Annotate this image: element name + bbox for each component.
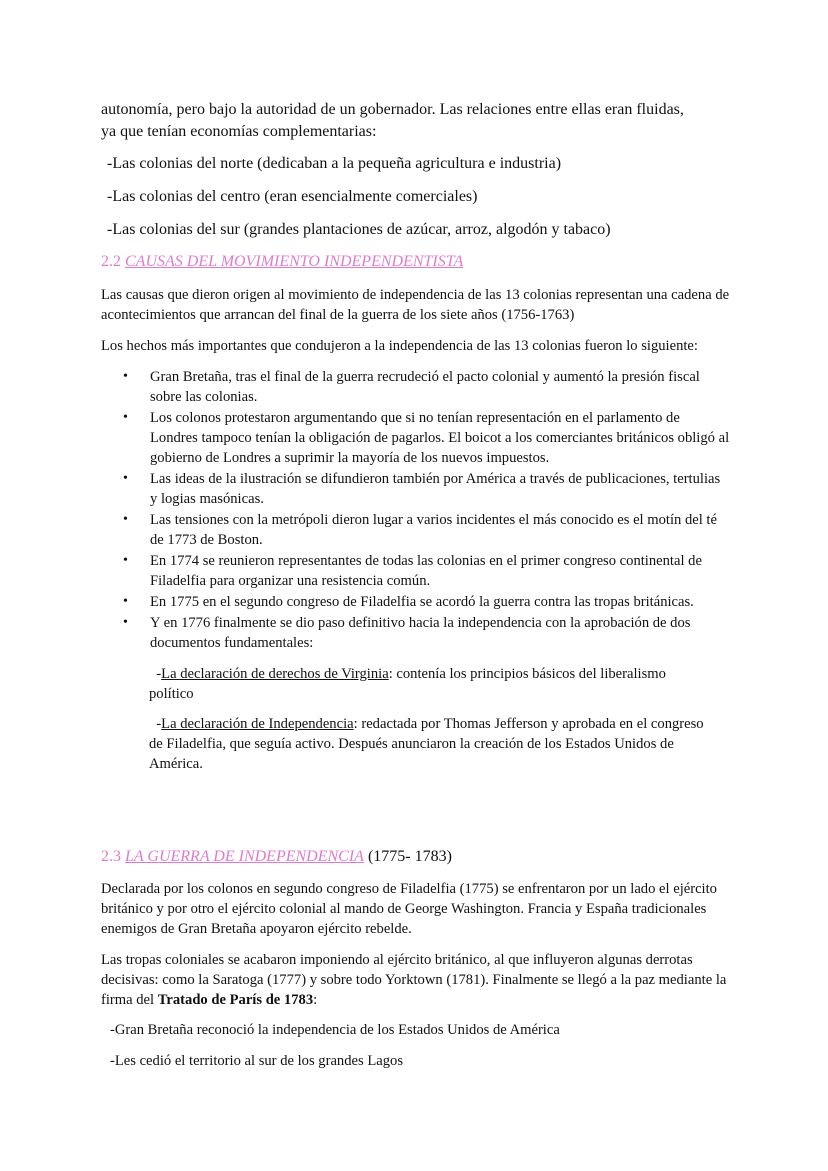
causes-bullet-list — [101, 367, 731, 654]
colony-south: -Las colonias del sur (grandes plantaciones de azúcar, arroz, algodón y tabaco) — [107, 221, 611, 238]
colony-north: -Las colonias del norte (dedicaban a la pequeña agricultura e industria) — [107, 155, 562, 172]
bullet-icon: • — [123, 410, 128, 425]
bullet-icon: • — [123, 553, 128, 568]
war-paragraph: Declarada por los colonos en segundo congreso de Filadelfia (1775) se enfrentaron por un lado el ejército británico y por otro el ejército colonial al mando de George Washington. Francia y España tradicionales enemigos de Gran Bretaña apoyaron ejército rebelde. — [101, 881, 717, 937]
bullet-icon: • — [123, 512, 128, 527]
list-item: • Gran Bretaña, tras el final de la guerra recrudeció el pacto colonial y aumentó la presión fiscal sobre las colonias. — [123, 369, 700, 405]
bullet-icon: • — [123, 369, 128, 384]
list-item: • En 1775 en el segundo congreso de Filadelfia se acordó la guerra contra las tropas británicas. — [123, 594, 694, 610]
virginia-declaration-title: La declaración de derechos de Virginia — [161, 666, 389, 682]
causes-paragraph: Las causas que dieron origen al movimiento de independencia de las 13 colonias representan una cadena de acontecimientos que arrancan del final de la guerra de los siete años (1756-1763) — [101, 287, 730, 323]
section-2-2-heading — [101, 251, 463, 273]
intro-line-2: ya que tenían economías complementarias: — [101, 123, 377, 140]
virginia-declaration: -La declaración de derechos de Virginia: contenía los principios básicos del liberalismo político — [149, 666, 666, 702]
section-number: 2.3 — [101, 848, 121, 865]
intro-line-1: autonomía, pero bajo la autoridad de un gobernador. Las relaciones entre ellas eran fluidas, — [101, 101, 684, 118]
facts-intro-paragraph: Los hechos más importantes que condujeron a la independencia de las 13 colonias fueron lo siguiente: — [101, 338, 698, 354]
independence-declaration: -La declaración de Independencia: redactada por Thomas Jefferson y aprobada en el congreso de Filadelfia, que seguía activo. Después anunciaron la creación de los Estados Unidos de América. — [149, 716, 704, 772]
section-dates: (1775- 1783) — [363, 848, 452, 865]
list-item: • Las ideas de la ilustración se difundieron también por América a través de publicaciones, tertulias y logias masónicas. — [123, 471, 721, 507]
section-title: CAUSAS DEL MOVIMIENTO INDEPENDENTISTA — [125, 253, 464, 270]
section-number: 2.2 — [101, 253, 121, 270]
list-item: • En 1774 se reunieron representantes de todas las colonias en el primer congreso continental de Filadelfia para organizar una resistencia común. — [123, 553, 702, 589]
section-2-3-heading — [101, 846, 452, 868]
bullet-icon: • — [123, 615, 128, 630]
intro-paragraph — [101, 99, 731, 143]
bullet-icon: • — [123, 471, 128, 486]
independence-declaration-title: La declaración de Independencia — [161, 716, 354, 732]
list-item: • Las tensiones con la metrópoli dieron lugar a varios incidentes el más conocido es el motín del té de 1773 de Boston. — [123, 512, 717, 548]
colony-center: -Las colonias del centro (eran esencialmente comerciales) — [107, 188, 478, 205]
result-territory: -Les cedió el territorio al sur de los grandes Lagos — [110, 1053, 403, 1069]
section-title: LA GUERRA DE INDEPENDENCIA — [125, 848, 364, 865]
treaty-name: Tratado de París de 1783 — [157, 992, 314, 1008]
treaty-paragraph: Las tropas coloniales se acabaron imponiendo al ejército británico, al que influyeron algunas derrotas decisivas: como la Saratoga (1777) y sobre todo Yorktown (1781). Finalmente se llegó a la paz mediante la firma del Tratado de París de 1783: — [101, 952, 727, 1008]
result-recognition: -Gran Bretaña reconoció la independencia de los Estados Unidos de América — [110, 1022, 560, 1038]
bullet-icon: • — [123, 594, 128, 609]
list-item: • Los colonos protestaron argumentando que si no tenían representación en el parlamento de Londres tampoco tenían la obligación de pagarlos. El boicot a los comerciantes británicos obligó al gobierno de Londres a suprimir la mayoría de los nuevos impuestos. — [123, 410, 730, 466]
list-item: • Y en 1776 finalmente se dio paso definitivo hacia la independencia con la aprobación de dos documentos fundamentales: — [123, 615, 691, 651]
